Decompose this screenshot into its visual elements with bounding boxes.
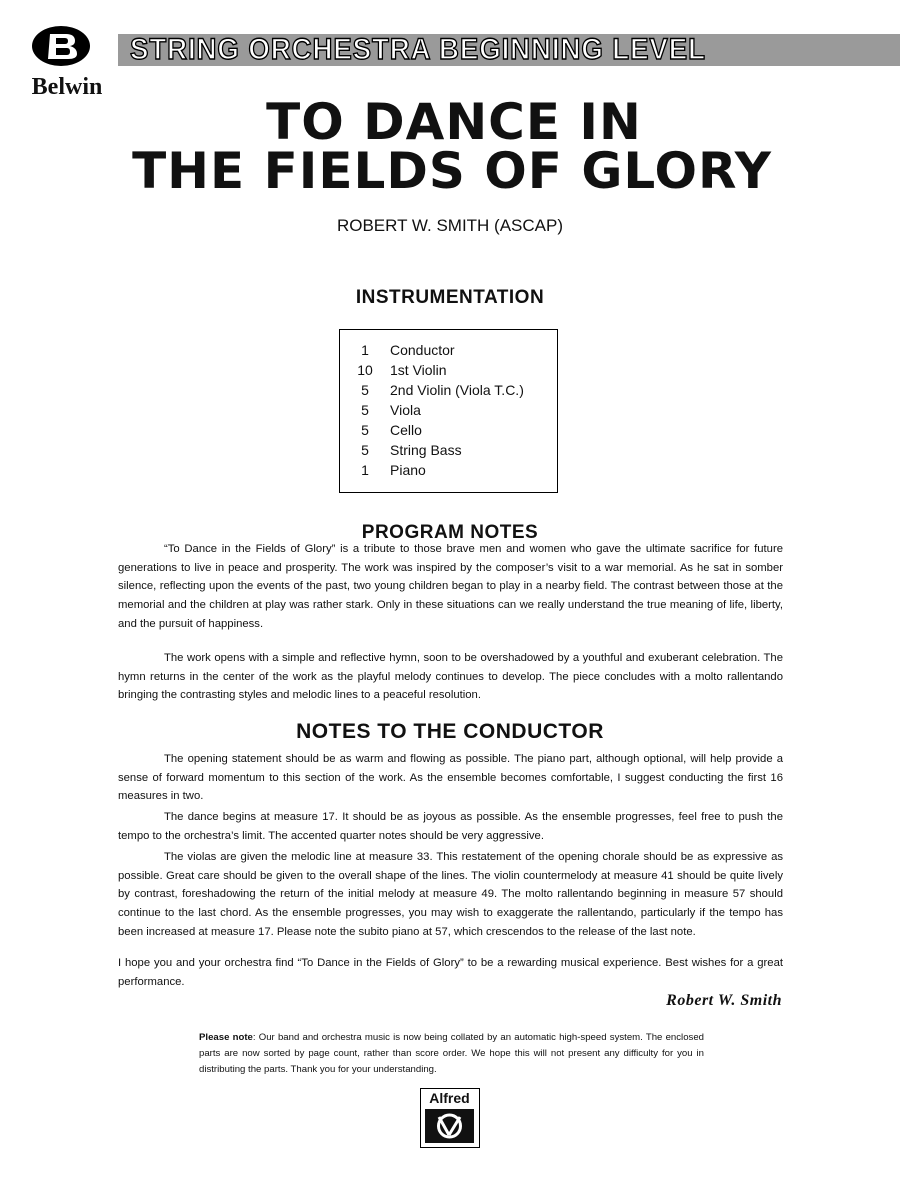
belwin-wordmark: Belwin <box>31 74 103 100</box>
conductor-notes-heading: NOTES TO THE CONDUCTOR <box>296 720 604 743</box>
instrument-name: Piano <box>390 462 426 478</box>
composer-signature: Robert W. Smith <box>666 992 782 1009</box>
instrument-name: Cello <box>390 422 422 438</box>
collation-note-text: : Our band and orchestra music is now being collated by an automatic high-speed system. The enclosed parts are now sorted by page count, rather than score order. We hope this will not present any difficulty for you in distributing the parts. Thank you for your understanding. <box>199 1032 704 1075</box>
program-notes-paragraph-2: The work opens with a simple and reflective hymn, soon to be overshadowed by a youthful and exuberant celebration. The hymn returns in the center of the work as the playful melody continues to develop. The piece concludes with a molto rallentando bringing the contrasting styles and melodic lines to a peaceful resolution. <box>118 652 783 702</box>
collation-note-label: Please note <box>199 1032 253 1043</box>
composer-credit: ROBERT W. SMITH (ASCAP) <box>336 216 564 235</box>
collation-note <box>199 1030 704 1078</box>
instrument-count: 5 <box>361 422 369 438</box>
instrument-name: String Bass <box>390 442 462 458</box>
instrumentation-list <box>339 329 558 493</box>
instrument-count: 5 <box>361 382 369 398</box>
alfred-wordmark: Alfred <box>429 1090 470 1106</box>
title-line-2: THE FIELDS OF GLORY <box>132 142 772 200</box>
instrument-name: 1st Violin <box>390 362 447 378</box>
conductor-notes-paragraph-4: I hope you and your orchestra find “To Dance in the Fields of Glory” to be a rewarding musical experience. Best wishes for a great performance. <box>118 957 783 988</box>
instrumentation-heading: INSTRUMENTATION <box>355 287 545 308</box>
series-banner <box>118 34 900 66</box>
belwin-logo <box>8 24 120 100</box>
program-notes-heading: PROGRAM NOTES <box>361 522 539 543</box>
instrument-count: 5 <box>361 442 369 458</box>
instrument-count: 1 <box>361 342 369 358</box>
instrument-count: 5 <box>361 402 369 418</box>
title-line-1: TO DANCE IN <box>266 93 642 151</box>
belwin-b-emblem-icon <box>30 24 92 68</box>
instrument-name: Conductor <box>390 342 455 358</box>
program-notes-paragraph-1: “To Dance in the Fields of Glory” is a tribute to those brave men and women who gave the ultimate sacrifice for future generations to live in peace and prosperity. The work was inspired by the composer’s visit to a war memorial. As he sat in somber silence, reflecting upon the events of the past, two young children began to play in a nearby field. The contrast between those at the memorial and the children at play was rather stark. Only in these situations can we really understand the true meaning of life, liberty, and the pursuit of happiness. <box>118 543 783 630</box>
instrument-name: 2nd Violin (Viola T.C.) <box>390 382 524 398</box>
instrument-count: 10 <box>357 362 373 378</box>
conductor-notes-paragraph-3: The violas are given the melodic line at measure 33. This restatement of the opening chorale should be as expressive as possible. Great care should be given to the overall shape of the lines. The violin countermelody at measure 41 should be quite lively by contrast, foreshadowing the return of the initial melody at measure 49. The molto rallentando beginning in measure 57 should continue to the last chord. As the ensemble progresses, you may wish to exaggerate the rallentando, particularly if the tempo has been increased at measure 17. Please note the subito piano at 57, which crescendos to the release of the last note. <box>118 851 783 938</box>
conductor-notes-paragraph-1: The opening statement should be as warm and flowing as possible. The piano part, although optional, will help provide a sense of forward momentum to this section of the work. As the ensemble becomes comfortable, I suggest conducting the first 16 measures in two. <box>118 753 783 803</box>
alfred-emblem-icon <box>425 1109 474 1143</box>
instrument-count: 1 <box>361 462 369 478</box>
series-banner-text: STRING ORCHESTRA BEGINNING LEVEL <box>130 33 706 66</box>
conductor-notes-paragraph-2: The dance begins at measure 17. It should be as joyous as possible. As the ensemble progresses, feel free to push the tempo to the orchestra’s limit. The accented quarter notes should be very aggressive. <box>118 811 783 842</box>
instrument-name: Viola <box>390 402 421 418</box>
alfred-logo <box>420 1088 480 1148</box>
